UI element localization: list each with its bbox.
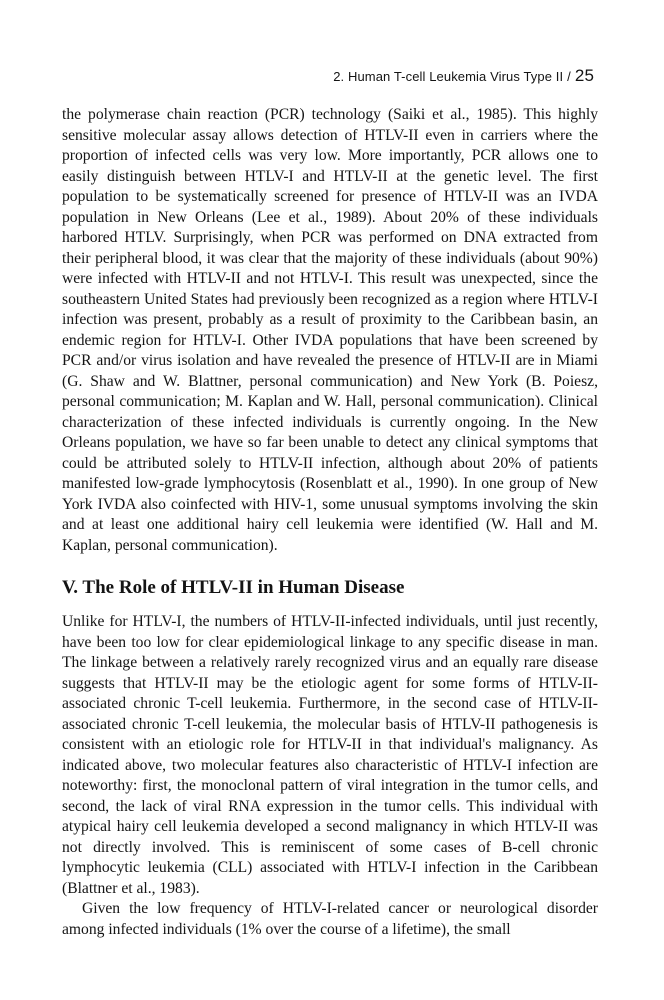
running-head [333, 66, 594, 86]
paragraph: the polymerase chain reaction (PCR) technology (Saiki et al., 1985). This highly sensitive molecular assay allows detection of HTLV-II even in carriers where the proportion of infected cells was very low. More importantly, PCR allows one to easily distinguish between HTLV-I and HTLV-II at the genetic level. The first population to be systematically screened for presence of HTLV-II was an IVDA population in New Orleans (Lee et al., 1989). About 20% of these individuals harbored HTLV. Surprisingly, when PCR was performed on DNA extracted from their peripheral blood, it was clear that the majority of these individuals (about 90%) were infected with HTLV-II and not HTLV-I. This result was unexpected, since the southeastern United States had previously been recognized as a region where HTLV-I infection was present, probably as a result of proximity to the Caribbean basin, an endemic region for HTLV-I. Other IVDA populations that have been screened by PCR and/or virus isolation and have revealed the presence of HTLV-II are in Miami (G. Shaw and W. Blattner, personal communication) and New York (B. Poiesz, personal communication; M. Kaplan and W. Hall, personal communication). Clinical characterization of these infected individuals is currently ongoing. In the New Orleans population, we have so far been unable to detect any clinical symptoms that could be attributed solely to HTLV-II infection, although about 20% of patients manifested low-grade lymphocytosis (Rosenblatt et al., 1990). In one group of New York IVDA also coinfected with HIV-1, some unusual symptoms involving the skin and at least one additional hairy cell leukemia were identified (W. Hall and M. Kaplan, personal communication). [62, 106, 598, 554]
running-head-separator: / [567, 69, 571, 84]
body-text [62, 105, 598, 940]
chapter-title: 2. Human T-cell Leukemia Virus Type II [333, 69, 564, 84]
page-number: 25 [574, 66, 594, 85]
section-heading: V. The Role of HTLV-II in Human Disease [62, 577, 405, 598]
paragraph: Unlike for HTLV-I, the numbers of HTLV-II-infected individuals, until just recently, have been too low for clear epidemiological linkage to any specific disease in man. The linkage between a relatively rarely recognized virus and an equally rare disease suggests that HTLV-II may be the etiologic agent for some forms of HTLV-II-associated chronic T-cell leukemia. Furthermore, in the second case of HTLV-II-associated chronic T-cell leukemia, the molecular basis of HTLV-II pathogenesis is consistent with an etiologic role for HTLV-II in that individual's malignancy. As indicated above, two molecular features also characteristic of HTLV-I infection are noteworthy: first, the monoclonal pattern of viral integration in the tumor cells, and second, the lack of viral RNA expression in the tumor cells. This individual with atypical hairy cell leukemia developed a second malignancy in which HTLV-II was not directly involved. This is reminiscent of some cases of B-cell chronic lymphocytic leukemia (CLL) associated with HTLV-I infection in the Caribbean (Blattner et al., 1983). [62, 613, 598, 897]
paragraph: Given the low frequency of HTLV-I-related cancer or neurological disorder among infected individuals (1% over the course of a lifetime), the small [62, 900, 598, 938]
